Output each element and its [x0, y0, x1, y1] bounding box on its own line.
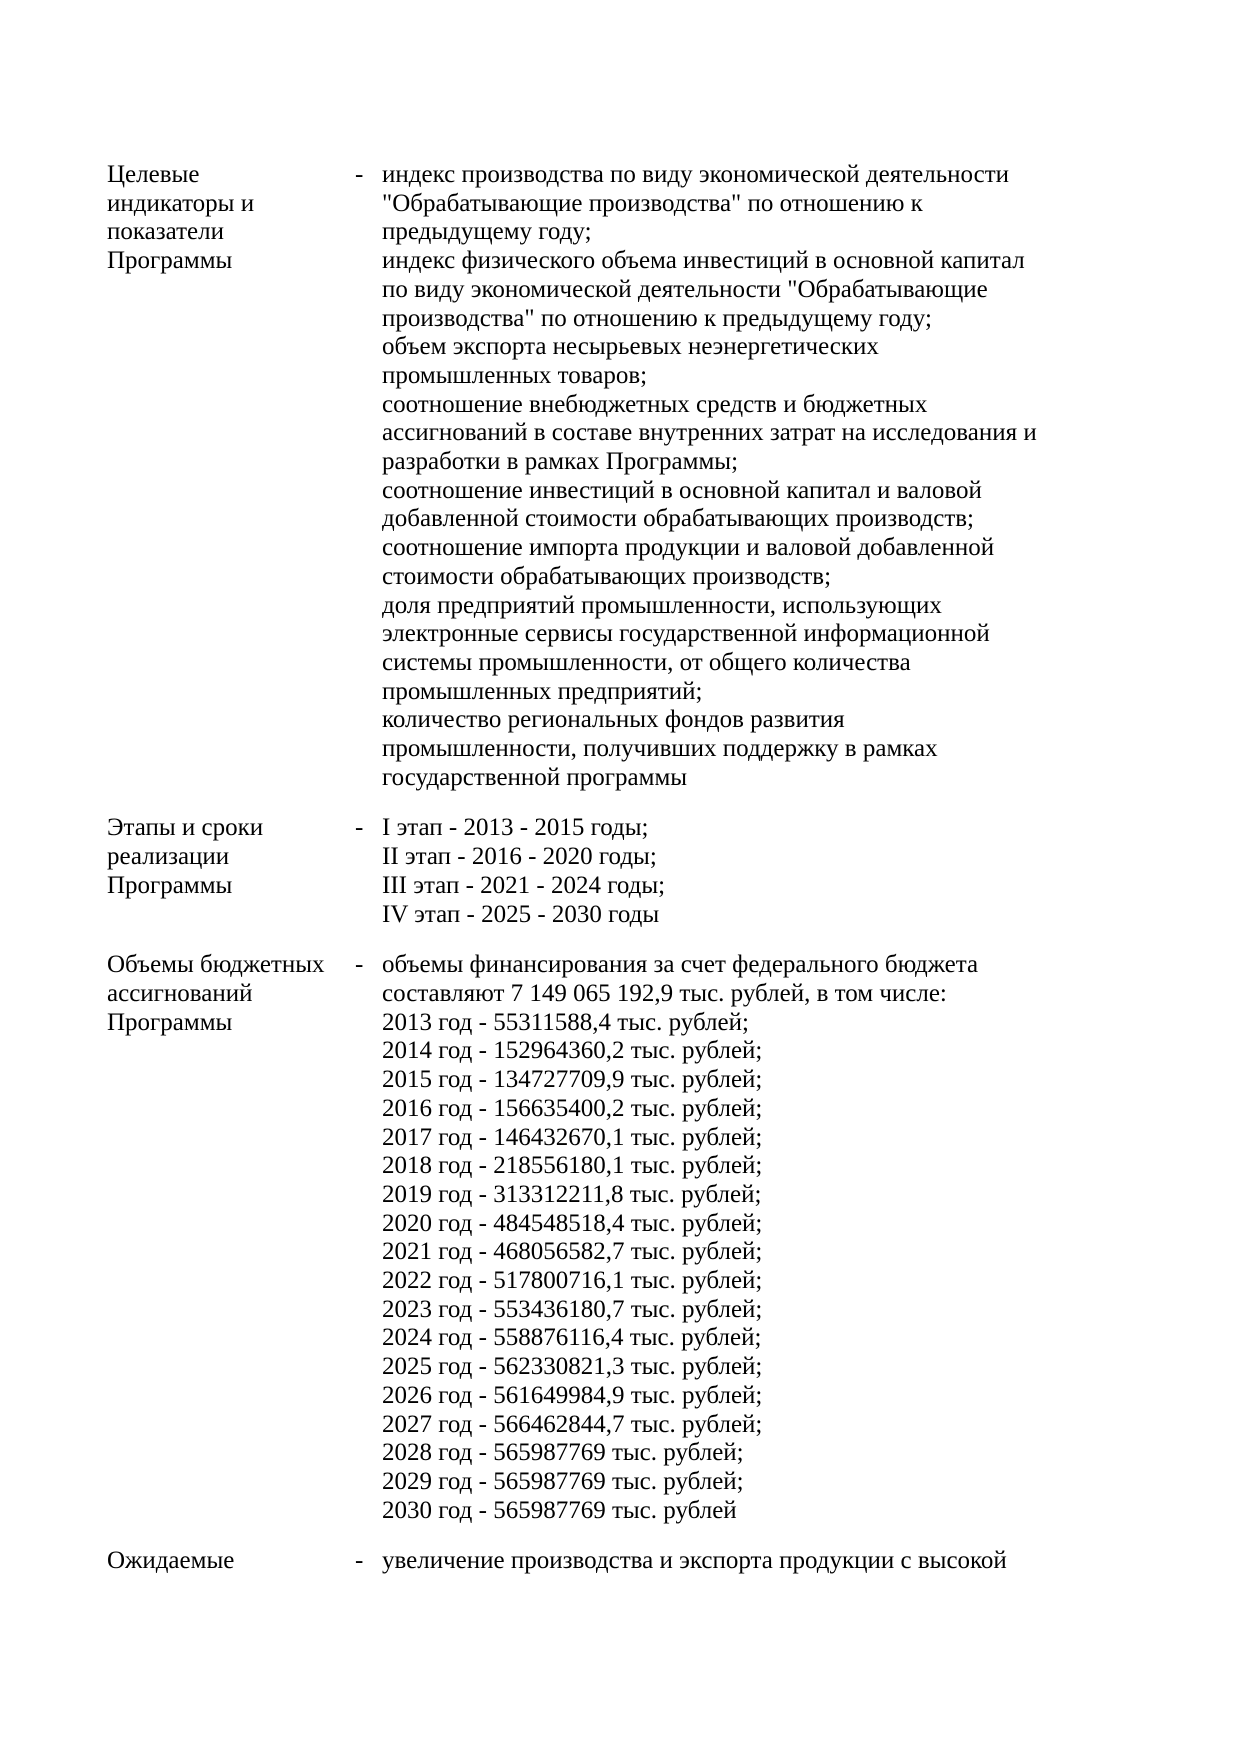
text-line: 2020 год - 484548518,4 тыс. рублей; — [382, 1209, 763, 1237]
dash-separator: - — [355, 951, 364, 979]
text-line: Программы — [107, 871, 233, 899]
text-line: 2024 год - 558876116,4 тыс. рублей; — [382, 1324, 762, 1352]
text-line: объем экспорта несырьевых неэнергетических — [382, 333, 879, 361]
section-stages-and-terms — [107, 814, 1197, 929]
text-line: 2014 год - 152964360,2 тыс. рублей; — [382, 1037, 763, 1065]
text-line: по виду экономической деятельности "Обрабатывающие — [382, 275, 988, 303]
text-line: 2029 год - 565987769 тыс. рублей; — [382, 1467, 744, 1495]
text-line: разработки в рамках Программы; — [382, 448, 739, 476]
section-label-expected-results — [107, 1547, 355, 1576]
text-line: объемы финансирования за счет федерального бюджета — [382, 951, 979, 979]
text-line: индекс физического объема инвестиций в основной капитал — [382, 247, 1025, 275]
text-line: электронные сервисы государственной информационной — [382, 620, 990, 648]
text-line: IV этап - 2025 - 2030 годы — [382, 900, 660, 928]
text-line: соотношение внебюджетных средств и бюджетных — [382, 390, 928, 418]
page-content — [107, 161, 1197, 1576]
text-line: индикаторы и — [107, 189, 255, 217]
text-line: Программы — [107, 247, 233, 275]
text-line: 2017 год - 146432670,1 тыс. рублей; — [382, 1123, 763, 1151]
text-line: индекс производства по виду экономической деятельности — [382, 161, 1010, 188]
text-line: 2013 год - 55311588,4 тыс. рублей; — [382, 1008, 749, 1036]
text-line: составляют 7 149 065 192,9 тыс. рублей, в том числе: — [382, 979, 947, 1007]
dash-separator: - — [355, 814, 364, 842]
text-line: 2025 год - 562330821,3 тыс. рублей; — [382, 1353, 763, 1381]
text-line: увеличение производства и экспорта продукции с высокой — [382, 1547, 1007, 1575]
text-line: 2016 год - 156635400,2 тыс. рублей; — [382, 1094, 763, 1122]
text-line: 2018 год - 218556180,1 тыс. рублей; — [382, 1152, 763, 1180]
section-label-stages-and-terms — [107, 814, 355, 900]
text-line: Целевые — [107, 161, 200, 188]
text-line: ассигнований — [107, 979, 253, 1007]
text-line: 2027 год - 566462844,7 тыс. рублей; — [382, 1410, 763, 1438]
text-line: ассигнований в составе внутренних затрат на исследования и — [382, 419, 1037, 447]
text-line: добавленной стоимости обрабатывающих производств; — [382, 505, 975, 533]
text-line: 2028 год - 565987769 тыс. рублей; — [382, 1439, 744, 1467]
text-line: предыдущему году; — [382, 218, 592, 246]
text-line: Этапы и сроки — [107, 814, 264, 842]
text-line: производства" по отношению к предыдущему году; — [382, 304, 932, 332]
text-line: 2021 год - 468056582,7 тыс. рублей; — [382, 1238, 763, 1266]
section-body-stages-and-terms — [382, 814, 1197, 929]
text-line: 2030 год - 565987769 тыс. рублей — [382, 1496, 737, 1524]
section-body-target-indicators — [382, 161, 1197, 792]
text-line: стоимости обрабатывающих производств; — [382, 562, 832, 590]
text-line: промышленных предприятий; — [382, 677, 703, 705]
section-body-budget-allocations — [382, 951, 1197, 1525]
text-line: 2015 год - 134727709,9 тыс. рублей; — [382, 1066, 763, 1094]
text-line: показатели — [107, 218, 224, 246]
text-line: 2022 год - 517800716,1 тыс. рублей; — [382, 1267, 763, 1295]
text-line: 2026 год - 561649984,9 тыс. рублей; — [382, 1381, 763, 1409]
text-line: промышленности, получивших поддержку в рамках — [382, 735, 938, 763]
text-line: III этап - 2021 - 2024 годы; — [382, 871, 666, 899]
text-line: Объемы бюджетных — [107, 951, 325, 979]
text-line: "Обрабатывающие производства" по отношению к — [382, 189, 923, 217]
text-line: реализации — [107, 843, 230, 871]
text-line: системы промышленности, от общего количества — [382, 648, 911, 676]
text-line: 2019 год - 313312211,8 тыс. рублей; — [382, 1180, 762, 1208]
text-line: количество региональных фондов развития — [382, 706, 845, 734]
section-label-budget-allocations — [107, 951, 355, 1037]
text-line: государственной программы — [382, 763, 688, 791]
text-line: II этап - 2016 - 2020 годы; — [382, 843, 657, 871]
text-line: соотношение импорта продукции и валовой добавленной — [382, 534, 995, 562]
text-line: промышленных товаров; — [382, 361, 648, 389]
text-line: Ожидаемые — [107, 1547, 235, 1575]
text-line: соотношение инвестиций в основной капитал и валовой — [382, 476, 982, 504]
text-line: 2023 год - 553436180,7 тыс. рублей; — [382, 1295, 763, 1323]
text-line: I этап - 2013 - 2015 годы; — [382, 814, 649, 842]
section-label-target-indicators — [107, 161, 355, 276]
dash-separator: - — [355, 161, 364, 188]
section-target-indicators — [107, 161, 1197, 792]
section-body-expected-results — [382, 1547, 1197, 1576]
text-line: Программы — [107, 1008, 233, 1036]
section-budget-allocations — [107, 951, 1197, 1525]
text-line: доля предприятий промышленности, использующих — [382, 591, 942, 619]
dash-separator: - — [355, 1547, 364, 1575]
section-expected-results — [107, 1547, 1197, 1576]
